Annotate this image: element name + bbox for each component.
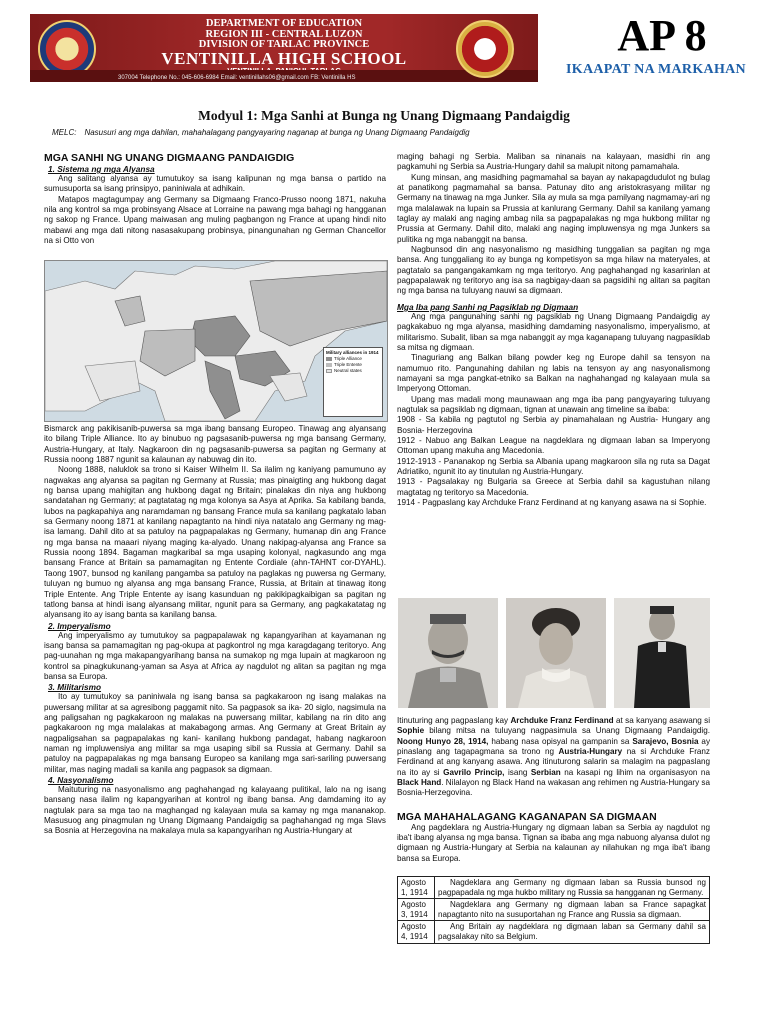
subheading-other-causes: Mga Iba pang Sanhi ng Pagsiklab ng Digmaan [397, 301, 579, 312]
event-text: Nagdeklara ang Germany ng digmaan laban sa France sapagkat napagtanto nito na susuportahan ng France ang Russia sa digmaan. [435, 899, 710, 921]
photo-franz-ferdinand [398, 598, 498, 708]
paragraph: Matapos magtagumpay ang Germany sa Digmaang Franco-Prusso noong 1871, nakuha nila ang kontrol sa mga probinsyang Alsace at Lorraine na pawang mga bahagi ng hangganan ng sakop ng France. Upang maiwasan ang muling pagbangon ng France at upang hindi nito mabawi ang mga dati nitong nasasakupang probinsya, pinangunahan ng German Chancellor na si Otto von [44, 194, 386, 246]
table-row [398, 899, 710, 921]
paragraph: maging bahagi ng Serbia. Maliban sa ninanais na kalayaan, masidhi rin ang pagkamuhi ng Serbia sa Austria-Hungary dahil sa malupit nitong pamamahala. [397, 152, 710, 172]
paragraph: Ang imperyalismo ay tumutukoy sa pagpapalawak ng kapangyarihan at kayamanan ng isang bansa sa pamamagitan ng pag-okupa at pagkontrol ng mga karagdagang teritoryo. Ang pag-uunahan ng mga makapangyarihang bansa na sumakop ng mga lupain at magkaroon ng kontrol sa pinagkukunang-yaman sa Asya at Africa ay nagdulot ng alitan sa pagitan ng mga bansa sa Europa. [44, 630, 386, 681]
timeline-item: 1914 - Pagpaslang kay Archduke Franz Ferdinand at ng kanyang asawa na si Sophie. [397, 498, 707, 507]
banner-school-name: VENTINILLA HIGH SCHOOL [161, 49, 407, 68]
subheading-militarism: 3. Militarismo [48, 682, 102, 693]
paragraph: Upang mas madali mong maunawaan ang mga iba pang pangyayaring tuluyang nagtulak sa pagsiklab ng digmaan, tignan at unawain ang timeline sa ibaba: [397, 394, 710, 414]
event-date: Agosto 4, 1914 [398, 921, 435, 943]
subject-title: AP 8 [617, 11, 707, 60]
left-column-top [44, 152, 386, 246]
paragraph: Maituturing na nasyonalismo ang paghahangad ng kalayaang pulitikal, lalo na ng isang bansang nasa ilalim ng kapangyarihan at kontrol ng ibang bansa. Ang damdaming ito ay nagtulak para sa mga tao na maghangad ng kalayaan mula sa kamay ng mga mananakop. Masusuog ang pinagmulan ng Unang Digmaang Pandaigdig sa paghahangad ng mga Slavs sa Bosnia at Herzegovina na makalaya mula sa kapangyarihan ng Austria-Hungary at [44, 785, 386, 836]
section-heading-causes: MGA SANHI NG UNANG DIGMAANG PANDAIGDIG [44, 152, 295, 164]
map-legend [323, 347, 383, 417]
table-row [398, 921, 710, 943]
left-column-bottom [44, 424, 386, 837]
section-heading-events: MGA MAHAHALAGANG KAGANAPAN SA DIGMAAN [397, 810, 657, 823]
paragraph: Ang mga pangunahing sanhi ng pagsiklab ng Unang Digmaang Pandaigdig ay pagkakabuo ng mga alyansa, masidhing damdaming nasyonalismo, imperyalismo, at militarismo. Subalit, liban sa mga nabanggit ay mga kaganapang tuluyang nagpasiklab sa mitsa ng digmaan. [397, 311, 710, 352]
subheading-nationalism: 4. Nasyonalismo [48, 775, 114, 785]
quarter-label: IKAAPAT NA MARKAHAN [566, 62, 746, 77]
banner-department: DEPARTMENT OF EDUCATION [205, 18, 363, 29]
timeline-item: 1912 - Nabuo ang Balkan League na nagdeklara ng digmaan laban sa Imperyong Ottoman upang makuha ang Macedonia. [397, 435, 710, 456]
timeline-item: 1912-1913 - Pananakop ng Serbia sa Albania upang magkaroon sila ng ruta sa Dagat Adriatiko, ngunit ito ay tinutulan ng Austria-Hungary. [397, 456, 710, 476]
melc-line [52, 128, 470, 137]
paragraph: Noong 1888, naluklok sa trono si Kaiser Wilhelm II. Sa ilalim ng kaniyang pamumuno ay nagwakas ang alyansa sa pagitan ng Germany at Russia; mas pinaigting ang hukbong dagat ng bansa upang mahigitan ang hukbong dagat ng Britain; pinalakas din niya ang hukbong sandatahan ng Germany; at pagtatatag ng mga kolonya sa Asya at Aprika. Sa kabilang banda, lubos na pagkapahiya ang naramdaman ng bansang France mula sa kanilang pagkatalo laban sa Germany noong 1871 at kanilang napagtanto na hindi niya natatalo ang Germany ng mag- isa lamang. Dahil dito at sa patuloy na pagpapalakas ng Germany, humanap din ang France ng mga bansa na maaari niyang maging ka-alyado. Unang nakipag-alyansa ang France sa Russia noong 1894. Bagaman magkaribal sa mga usaping kolonyal, nagkasundo ang mga bansang France at Britain sa pamamagitan ng Entente Cordiale (ahn-TAHNT cor-DYAHL). Taong 1907, bunsod ng kanilang pangamba sa patuloy na paglakas ng puwersa ng Germany, tuluyan ng bumuo ng alyansa ang mga bansang France, Russia, at Britain at tinawag itong Triple Entente. Ang Triple Entente ay isang kasunduan ng pakikipagkaibigan sa pagitan ng tatlong bansa at hindi isang alyansang militar, ngunit para sa Germany, ang pagkakatatag ng alyansang ito ay isang banta sa kanilang bansa. [44, 465, 386, 620]
paragraph: Ito ay tumutukoy sa paniniwala ng isang bansa sa pagkakaroon ng isang malakas na puwersang militar at sa agresibong paggamit nito. Sa pagpasok sa ika- 20 siglo, nagsimula na ang paligsahan ng pagkakaroon ng malakas na puwersang militar, kabilang na rin dito ang pagkakaroon ng mga malalakas at makabagong armas. Ang Germany at Great Britain ay nagpaligsahan sa pagpapalakas ng kani- kanilang hukbong pandagat, habang nagkaroon naman ng impluwensiya ang militar sa mga usaping sibil sa Russia at Germany. Dahil sa patuloy na pagpapalakas ng mga bansang Europeo sa kanilang mga sari-sariling puwersang militar, mas naging madali sa kanila ang pagpasok sa digmaan. [44, 692, 386, 774]
paragraph: Nagbunsod din ang nasyonalismo ng masidhing tunggalian sa pagitan ng mga bansa. Ang tunggaliang ito ay bunga ng kompetisyon sa mga hilaw na materyales, at pagtatalo sa pangangakamkam ng mga teritoryo. Ang paghahangad ng kasarinlan at pagpapalawak ng teritoryo ang isa sa nagbigay-daan sa pagsidihi ng alitan sa pagitan ng mga bansa na tuluyang nauwi sa digmaan. [397, 245, 710, 296]
paragraph: Kung minsan, ang masidhing pagmamahal sa bayan ay nakapagdudulot ng bulag at panatikong pagmamahal sa bansa. Patunay dito ang aristokrasyang militar ng Germany na tinawag na mga Junker. Sila ay mula sa mga pamilyang nagmamay-ari ng mga malalawak na lupain sa Prussia at kanlurang Germany. Dahil sa kanilang yamang taglay ay malaki ang naging ambag nila sa pagpapalakas ng mga hukbong militar ng Prussia at Germany. Dahil dito, malaki ang naging impluwensya ng mga Junkers sa pulitika ng mga nabanggit na bansa. [397, 172, 710, 244]
right-column-top [397, 152, 710, 508]
banner-division: DIVISION OF TARLAC PROVINCE [198, 39, 370, 50]
subheading-imperialism: 2. Imperyalismo [48, 620, 111, 631]
event-date: Agosto 1, 1914 [398, 877, 435, 899]
paragraph: Tinaguriang ang Balkan bilang powder keg ng Europe dahil sa tensyon na namumuo rito. Pangunahing dahilan ng labis na tensyon ay ang nasyonalismong namayani sa mga pangkat-etniko sa Balkan na naghahangad ng kalayaan mula sa Imperyong Ottoman. [397, 353, 710, 394]
photo-gavrilo-princip [614, 598, 710, 708]
paragraph: Bismarck ang pakikisanib-puwersa sa mga ibang bansang Europeo. Tinawag ang alyansang ito bilang Triple Alliance. Ito ay binubuo ng pagsasanib-puwersa ng mga bansang Germany, Austria-Hungary, at Italy. Nagkaroon din ng pagsasanib-puwersa sa pagitan ng Germany at Russia noong 1887 ngunit sa kalaunan ay nabuwag din ito. [44, 424, 386, 465]
legend-item: Triple Alliance [326, 356, 380, 362]
caption-paragraph: Itinuturing ang pagpaslang kay Archduke Franz Ferdinand at sa kanyang asawang si Sophie bilang mitsa na tuluyang nagpasimula sa Unang Digmaang Pandaigdig. Noong Hunyo 28, 1914, habang nasa opisyal na gampanin sa Sarajevo, Bosnia ay pinaslang ang tagapagmana sa trono ng Austria-Hungary na si Archduke Franz Ferdinand at ang kanyang asawa. Ang itinuturong salarin sa malagim na pagpaslang na ito ay si Gavrilo Princip, isang Serbian na kasapi ng lihim na organisasyon na Black Hand. Nilalayon ng Black Hand na wakasan ang rehimen ng Austria-Hungary sa Bosnia-Herzegovina. [397, 716, 711, 798]
assassination-photos [398, 598, 710, 708]
photo-sophie [506, 598, 606, 708]
paragraph: Ang salitang alyansa ay tumutukoy sa isang kalipunan ng mga bansa o partido na sumusuporta sa isang prinsipyo, paniniwala at adhikain. [44, 174, 386, 194]
subheading-alliances: 1. Sistema ng mga Alyansa [48, 164, 155, 174]
banner-region: REGION III - CENTRAL LUZON [205, 29, 363, 40]
europe-alliances-map [44, 260, 388, 422]
map-legend-title: Military alliances in 1914 [326, 350, 379, 355]
melc-label: MELC: [52, 128, 77, 137]
timeline-item: 1913 - Pagsalakay ng Bulgaria sa Greece at Serbia dahil sa kagustuhan nilang magtatag ng teritoryo sa Macedonia. [397, 477, 710, 497]
legend-item: Triple Entente [326, 362, 380, 368]
school-seal-icon [456, 20, 514, 78]
right-column-bottom [397, 716, 710, 864]
event-text: Ang Britain ay nagdeklara ng digmaan laban sa Germany dahil sa pagsalakay nito sa Belgium. [435, 921, 710, 943]
events-table [397, 876, 710, 944]
event-text: Nagdeklara ang Germany ng digmaan laban sa Russia bunsod ng pagpapadala ng mga hukbo military ng Russia sa hangganan ng Germany. [435, 877, 710, 899]
module-title: Modyul 1: Mga Sanhi at Bunga ng Unang Digmaang Pandaigdig [198, 108, 570, 123]
paragraph: Ang pagdeklara ng Austria-Hungary ng digmaan laban sa Serbia ay nagdulot ng iba't ibang alyansa ng mga bansa. Tignan sa ibaba ang mga nabuong alyansa dulot ng digmaan ng Austria-Hungary at Serbia na kalaunan ay nilahukan ng mga iba't ibang bansa sa Europa. [397, 822, 710, 863]
table-row [398, 877, 710, 899]
melc-text: Nasusuri ang mga dahilan, mahahalagang pangyayaring naganap at bunga ng Unang Digmaang Pandaigdig [84, 128, 470, 137]
banner-contact: 307004 Telephone No.: 045-606-6984 Email: ventinillahs06@gmail.com FB: Ventinilla HS [118, 75, 356, 81]
event-date: Agosto 3, 1914 [398, 899, 435, 921]
timeline-item: 1908 - Sa kabila ng pagtutol ng Serbia ay pinamahalaan ng Austria- Hungary ang Bosnia- Herzegovina [397, 415, 710, 435]
school-banner [30, 14, 538, 82]
legend-item: Neutral states [326, 368, 380, 374]
